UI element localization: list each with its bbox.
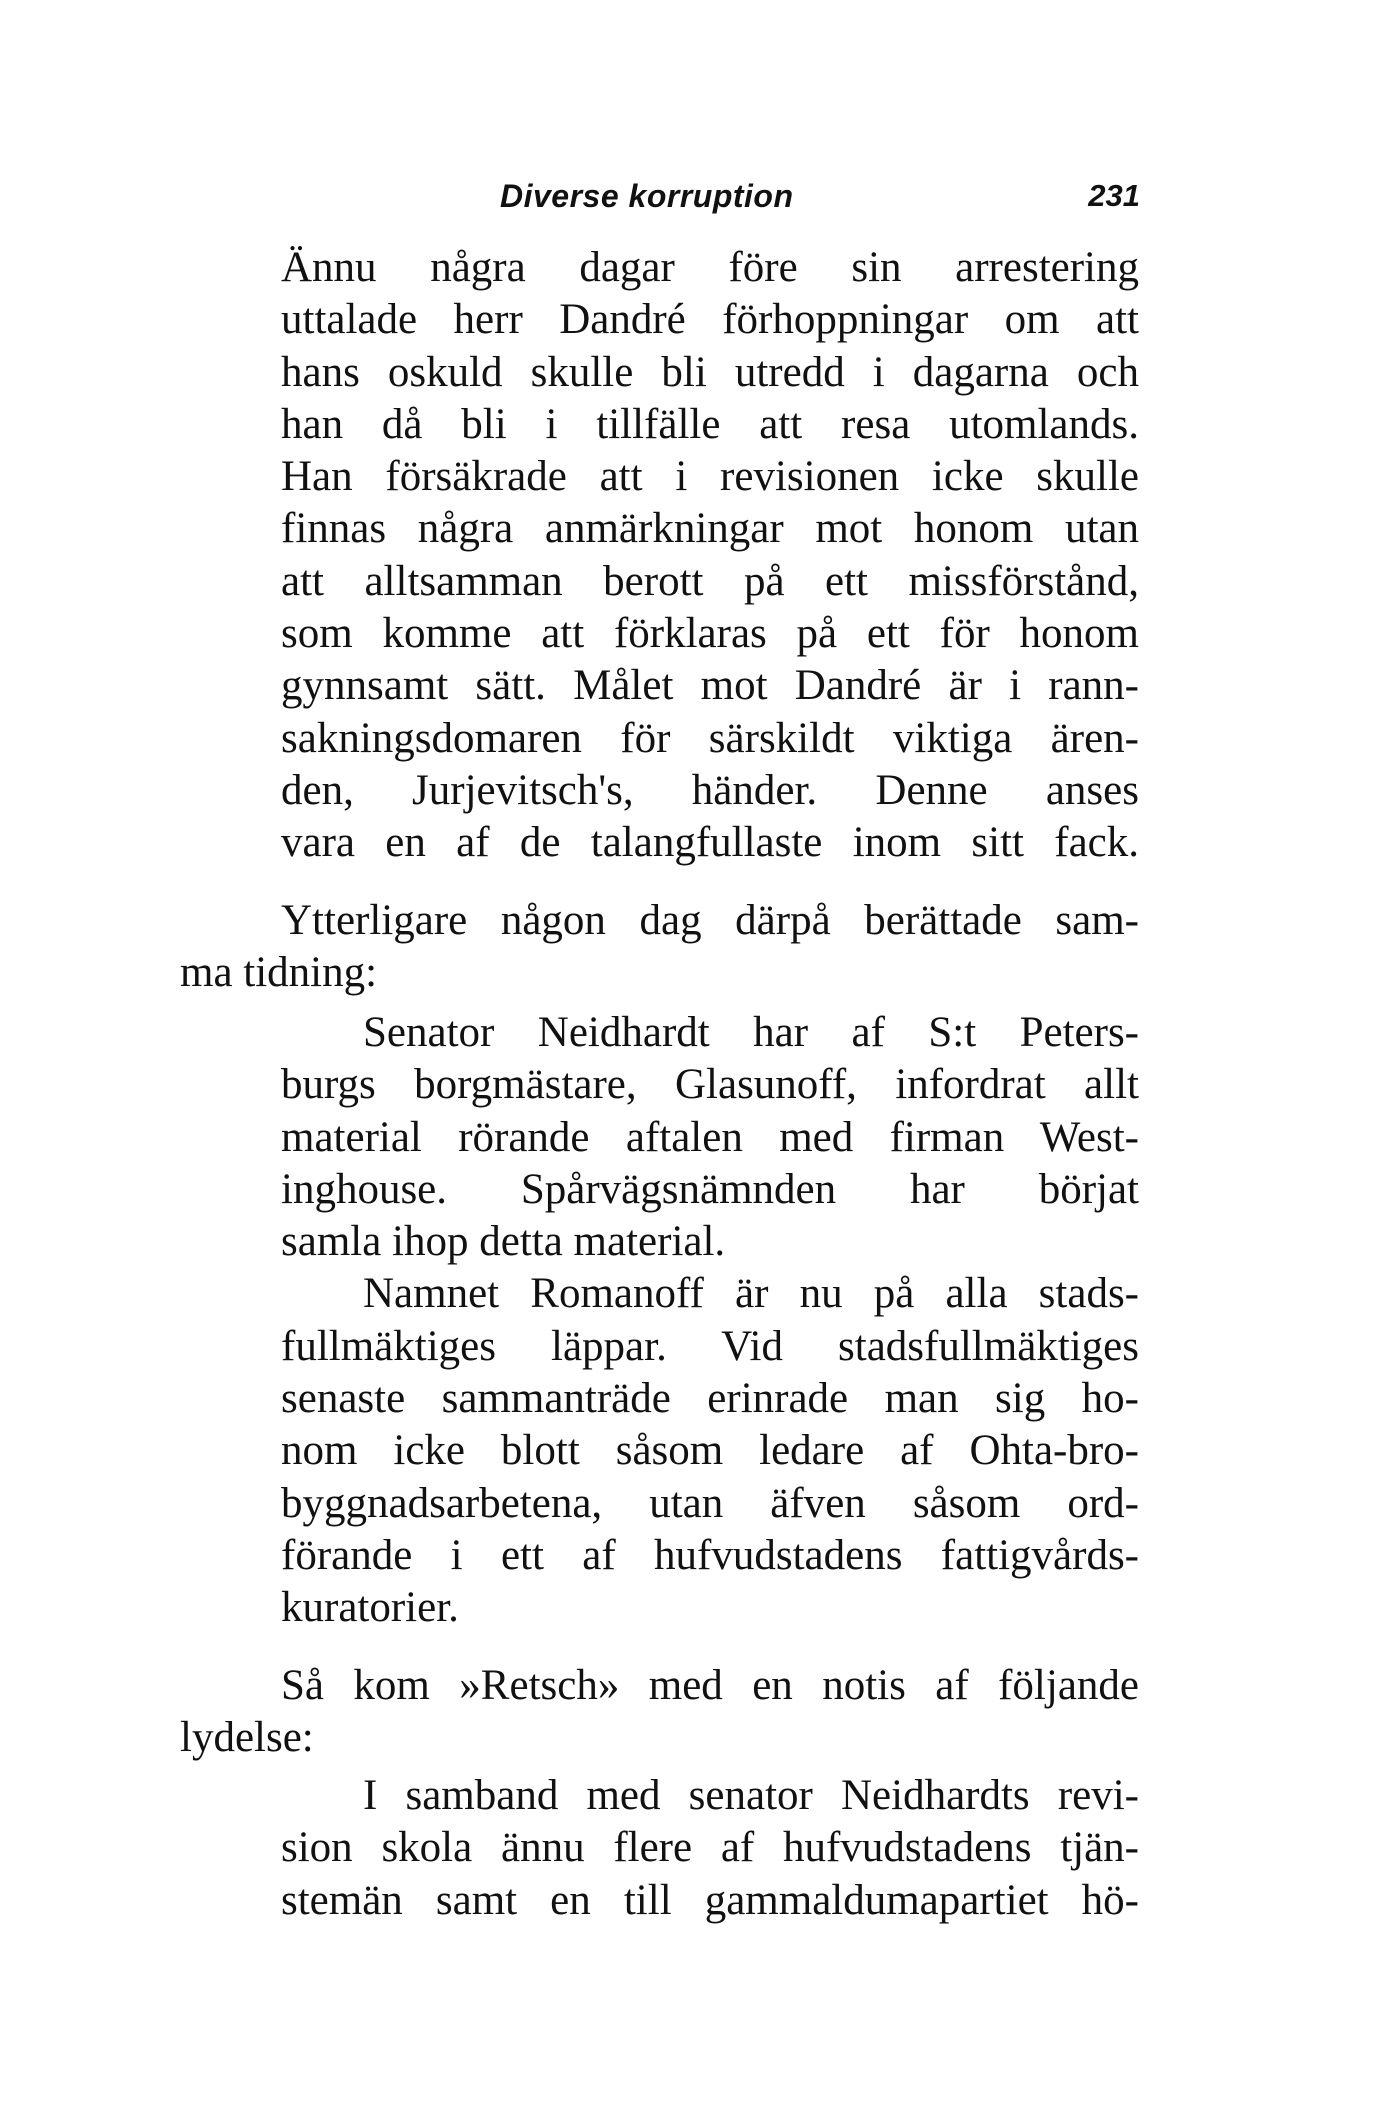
running-head — [280, 178, 1140, 222]
narrative-paragraph-2 — [180, 1660, 1139, 1765]
text-line: Namnet Romanoff är nu på alla stads- — [363, 1270, 1139, 1318]
text-line: Ännu några dagar före sin arrestering — [281, 244, 1139, 291]
text-line: som komme att förklaras på ett för honom — [281, 610, 1139, 658]
text-line: stemän samt en till gammaldumapartiet hö- — [281, 1876, 1139, 1924]
text-line: inghouse. Spårvägsnämnden har börjat — [281, 1165, 1139, 1213]
quoted-paragraph-neidhardt — [281, 1007, 1139, 1635]
text-line: sakningsdomaren för särskildt viktiga ären- — [281, 714, 1139, 762]
quoted-paragraph-revision — [281, 1770, 1139, 1927]
text-line: hans oskuld skulle bli utredd i dagarna och — [281, 348, 1139, 396]
text-line: han då bli i tillfälle att resa utomlands. — [281, 400, 1139, 448]
text-line: fullmäktiges läppar. Vid stadsfullmäktiges — [281, 1322, 1139, 1370]
text-line: material rörande aftalen med firman West- — [281, 1113, 1139, 1161]
text-line: ma tidning: — [180, 949, 378, 997]
quoted-paragraph-dandre — [281, 242, 1139, 870]
text-line: den, Jurjevitsch's, händer. Denne anses — [281, 766, 1139, 814]
text-line: gynnsamt sätt. Målet mot Dandré är i rann- — [281, 662, 1139, 710]
narrative-paragraph-1 — [180, 895, 1139, 1000]
page-number: 231 — [1088, 178, 1140, 213]
text-line: vara en af de talangfullaste inom sitt fack. — [281, 819, 1139, 867]
text-line: byggnadsarbetena, utan äfven såsom ord- — [281, 1479, 1139, 1527]
text-line: att alltsamman berott på ett missförstånd, — [281, 557, 1139, 605]
text-line: Senator Neidhardt har af S:t Peters- — [363, 1009, 1139, 1056]
text-line: sion skola ännu flere af hufvudstadens tjän- — [281, 1824, 1139, 1872]
text-line: finnas några anmärkningar mot honom utan — [281, 505, 1139, 553]
text-line: lydelse: — [180, 1714, 314, 1762]
text-line: senaste sammanträde erinrade man sig ho- — [281, 1375, 1139, 1423]
text-line: burgs borgmästare, Glasunoff, infordrat allt — [281, 1061, 1139, 1109]
text-line: Han försäkrade att i revisionen icke skulle — [281, 453, 1139, 501]
text-line: Så kom »Retsch» med en notis af följande — [281, 1662, 1139, 1709]
running-title: Diverse korruption — [500, 178, 794, 214]
text-line: Ytterligare någon dag därpå berättade sam- — [281, 897, 1139, 944]
text-line: samla ihop detta material. — [281, 1218, 726, 1266]
text-line: förande i ett af hufvudstadens fattigvårds- — [281, 1531, 1139, 1579]
text-line: kuratorier. — [281, 1584, 459, 1632]
text-line: I samband med senator Neidhardts revi- — [363, 1772, 1139, 1819]
text-line: nom icke blott såsom ledare af Ohta-bro- — [281, 1427, 1139, 1475]
text-line: uttalade herr Dandré förhoppningar om att — [281, 296, 1139, 344]
